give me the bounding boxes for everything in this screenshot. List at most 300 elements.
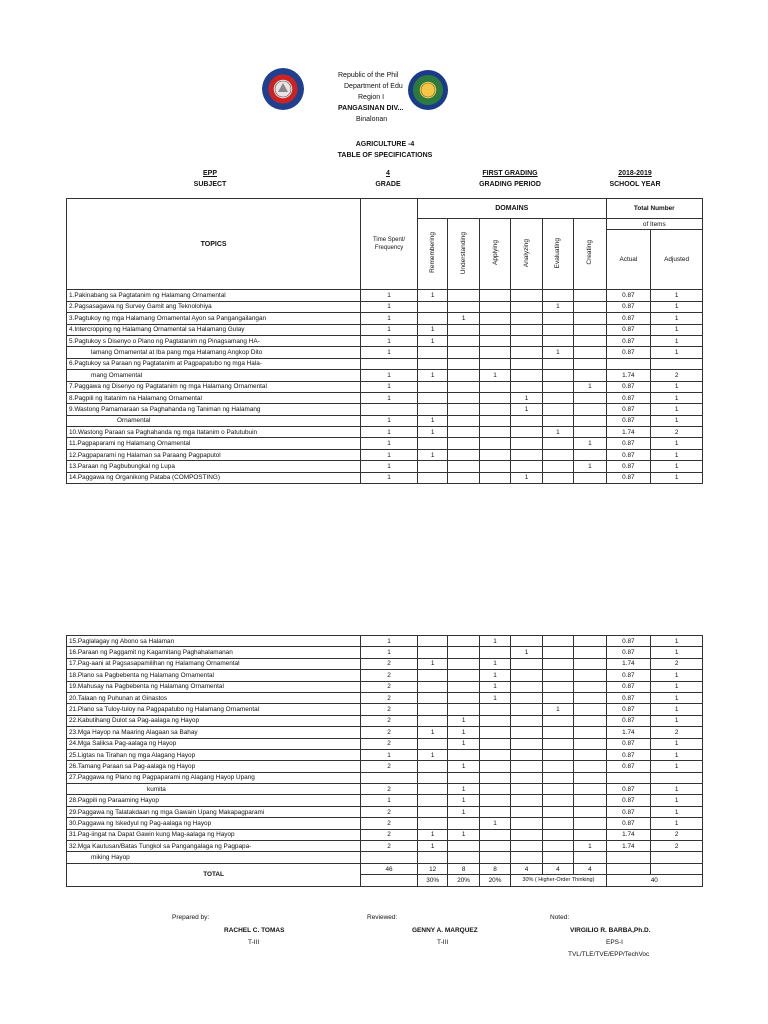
actual-cell: 0.87 (606, 784, 651, 795)
time-cell: 1 (361, 472, 418, 483)
actual-cell: 1.74 (606, 829, 651, 840)
table-row (67, 636, 703, 647)
evaluating-cell (542, 415, 573, 426)
time-cell: 2 (361, 761, 418, 772)
remembering-cell (417, 472, 447, 483)
analyzing-cell (511, 829, 542, 840)
deped-seal-emblem (262, 68, 304, 110)
remembering-cell (417, 647, 447, 658)
table-row (67, 324, 703, 335)
table-row (67, 472, 703, 483)
remembering-cell: 1 (417, 415, 447, 426)
applying-header (479, 219, 510, 290)
analyzing-cell (511, 415, 542, 426)
creating-cell (574, 749, 606, 760)
time-cell: 2 (361, 704, 418, 715)
evaluating-cell (542, 681, 573, 692)
applying-cell (479, 761, 510, 772)
time-cell (361, 852, 418, 863)
applying-cell (479, 795, 510, 806)
evaluating-cell (542, 670, 573, 681)
topic-cell: 11.Pagpaparami ng Halamang Ornamental (67, 438, 361, 449)
prepared-by-title: T-III (248, 939, 260, 946)
remembering-header (417, 219, 447, 290)
actual-cell: 0.87 (606, 647, 651, 658)
applying-cell (479, 404, 510, 415)
actual-cell: 0.87 (606, 335, 651, 346)
time-cell (361, 404, 418, 415)
analyzing-cell (511, 784, 542, 795)
topic-cell: 3.Pagtukoy ng mga Halamang Ornamental Ayon sa Pangangailangan (67, 313, 361, 324)
remembering-cell (417, 704, 447, 715)
understanding-cell: 1 (448, 738, 479, 749)
table-row (67, 658, 703, 669)
understanding-cell (448, 681, 479, 692)
pct-understanding: 20% (448, 875, 479, 886)
adjusted-cell: 1 (651, 818, 703, 829)
table-row (67, 370, 703, 381)
creating-cell (574, 715, 606, 726)
evaluating-cell (542, 404, 573, 415)
creating-cell (574, 472, 606, 483)
evaluating-cell (542, 852, 573, 863)
actual-cell: 1.74 (606, 841, 651, 852)
topic-cell: 20.Talaan ng Puhunan at Ginastos (67, 692, 361, 703)
actual-cell: 0.87 (606, 795, 651, 806)
noted-title-2: TVL/TLE/TVE/EPP/TechVoc (568, 951, 650, 958)
actual-cell: 0.87 (606, 290, 651, 301)
analyzing-cell (511, 438, 542, 449)
evaluating-cell (542, 715, 573, 726)
analyzing-cell (511, 841, 542, 852)
total-actual (606, 863, 651, 874)
creating-cell (574, 818, 606, 829)
evaluating-cell (542, 749, 573, 760)
applying-cell: 1 (479, 658, 510, 669)
actual-cell: 0.87 (606, 324, 651, 335)
creating-cell (574, 738, 606, 749)
total-evaluating: 4 (542, 863, 573, 874)
evaluating-cell (542, 761, 573, 772)
evaluating-cell (542, 381, 573, 392)
remembering-cell (417, 381, 447, 392)
table-row (67, 415, 703, 426)
topic-cell: 22.Kabutihang Dulot sa Pag-aalaga ng Hayop (67, 715, 361, 726)
analyzing-cell (511, 761, 542, 772)
pct-remembering: 30% (417, 875, 447, 886)
adjusted-cell: 1 (651, 749, 703, 760)
applying-cell (479, 449, 510, 460)
adjusted-cell: 1 (651, 670, 703, 681)
understanding-cell (448, 692, 479, 703)
applying-cell (479, 704, 510, 715)
topic-cell: 30.Paggawa ng Iskedyul ng Pag-aalaga ng Hayop (67, 818, 361, 829)
understanding-cell (448, 347, 479, 358)
table-row (67, 749, 703, 760)
adjusted-cell: 1 (651, 461, 703, 472)
understanding-cell: 1 (448, 829, 479, 840)
pct-applying: 20% (479, 875, 510, 886)
evaluating-cell (542, 829, 573, 840)
header-republic: Republic of the Phil (338, 72, 399, 79)
topic-cell: 29.Paggawa ng Talatakdaan ng mga Gawain Upang Makapagparami (67, 806, 361, 817)
evaluating-cell (542, 438, 573, 449)
applying-cell (479, 313, 510, 324)
understanding-cell (448, 461, 479, 472)
analyzing-cell: 1 (511, 404, 542, 415)
understanding-cell (448, 852, 479, 863)
header-district: Binalonan (356, 116, 388, 123)
time-cell: 2 (361, 658, 418, 669)
actual-cell: 0.87 (606, 806, 651, 817)
analyzing-cell: 1 (511, 392, 542, 403)
creating-cell (574, 427, 606, 438)
understanding-cell (448, 438, 479, 449)
adjusted-cell: 1 (651, 313, 703, 324)
topic-cell: 4.Intercropping ng Halamang Ornamental sa Halamang Gulay (67, 324, 361, 335)
topic-cell: mang Ornamental (67, 370, 361, 381)
time-cell: 1 (361, 313, 418, 324)
evaluating-cell (542, 795, 573, 806)
applying-cell (479, 324, 510, 335)
remembering-cell (417, 681, 447, 692)
applying-cell: 1 (479, 681, 510, 692)
adjusted-cell: 1 (651, 438, 703, 449)
creating-cell (574, 852, 606, 863)
actual-cell: 0.87 (606, 738, 651, 749)
adjusted-header: Adjusted (651, 230, 703, 290)
evaluating-cell: 1 (542, 347, 573, 358)
analyzing-cell: 1 (511, 647, 542, 658)
adjusted-cell (651, 358, 703, 369)
analyzing-cell (511, 313, 542, 324)
table-row (67, 806, 703, 817)
understanding-cell (448, 749, 479, 760)
subject-label: SUBJECT (193, 181, 227, 188)
adjusted-cell: 1 (651, 704, 703, 715)
understanding-label: Understanding (460, 231, 468, 274)
analyzing-cell (511, 370, 542, 381)
remembering-cell (417, 636, 447, 647)
total-time: 46 (361, 863, 418, 874)
creating-label: Creating (586, 240, 594, 265)
evaluating-cell (542, 358, 573, 369)
applying-cell (479, 427, 510, 438)
analyzing-cell (511, 347, 542, 358)
topic-cell: 26.Tamang Paraan sa Pag-aalaga ng Hayop (67, 761, 361, 772)
topic-cell: 1.Pakinabang sa Pagtatanim ng Halamang Ornamental (67, 290, 361, 301)
deped-seal (262, 68, 304, 110)
topic-cell: 2.Pagsasagawa ng Survey Gamit ang Teknolohiya (67, 301, 361, 312)
actual-cell: 0.87 (606, 381, 651, 392)
table-row (67, 761, 703, 772)
topic-cell: 17.Pag-aani at Pagsasapamilihan ng Halamang Ornamental (67, 658, 361, 669)
applying-cell (479, 301, 510, 312)
adjusted-cell: 1 (651, 806, 703, 817)
remembering-cell (417, 461, 447, 472)
remembering-cell: 1 (417, 829, 447, 840)
creating-cell (574, 670, 606, 681)
creating-cell (574, 392, 606, 403)
topic-cell: 8.Pagpili ng Itatanim na Halamang Ornamental (67, 392, 361, 403)
topic-cell: 24.Mga Saliksa Pag-aalaga ng Hayop (67, 738, 361, 749)
actual-cell (606, 852, 651, 863)
table-row (67, 427, 703, 438)
evaluating-cell (542, 636, 573, 647)
understanding-cell (448, 415, 479, 426)
adjusted-cell: 1 (651, 636, 703, 647)
grade-value: 4 (386, 170, 390, 177)
understanding-cell (448, 404, 479, 415)
header-division: PANGASINAN DIV... (338, 105, 404, 112)
applying-cell (479, 392, 510, 403)
evaluating-cell (542, 370, 573, 381)
total-remembering: 12 (417, 863, 447, 874)
adjusted-cell: 1 (651, 415, 703, 426)
topic-cell: 31.Pag-iingat na Dapat Gawin kung Mag-aalaga ng Hayop (67, 829, 361, 840)
topic-cell: 27.Paggawa ng Plano ng Pagpaparami ng Alagang Hayop Upang (67, 772, 361, 783)
creating-cell (574, 404, 606, 415)
topic-cell: 18.Plano sa Pagbebenta ng Halamang Ornamental (67, 670, 361, 681)
evaluating-cell (542, 313, 573, 324)
remembering-cell: 1 (417, 841, 447, 852)
understanding-cell (448, 772, 479, 783)
adjusted-cell: 1 (651, 738, 703, 749)
time-cell: 1 (361, 647, 418, 658)
topic-cell: 15.Paglalagay ng Abono sa Halaman (67, 636, 361, 647)
remembering-cell (417, 806, 447, 817)
actual-cell: 0.87 (606, 438, 651, 449)
adjusted-cell: 2 (651, 727, 703, 738)
topic-cell: 21.Plano sa Tuloy-tuloy na Pagpapatubo ng Halamang Ornamental (67, 704, 361, 715)
adjusted-cell: 2 (651, 658, 703, 669)
topic-cell: 10.Wastong Paraan sa Paghahanda ng mga Itatanim o Patutubuin (67, 427, 361, 438)
creating-cell (574, 681, 606, 692)
remembering-cell (417, 301, 447, 312)
actual-cell: 0.87 (606, 347, 651, 358)
topic-cell: 5.Pagtukoy s Disenyo o Plano ng Pagtatanim ng Pinagsamang HA- (67, 335, 361, 346)
total-number-header: Total Number (606, 199, 702, 219)
creating-cell (574, 761, 606, 772)
understanding-cell: 1 (448, 313, 479, 324)
understanding-cell (448, 704, 479, 715)
creating-cell (574, 449, 606, 460)
remembering-cell: 1 (417, 449, 447, 460)
actual-cell: 0.87 (606, 715, 651, 726)
adjusted-cell: 2 (651, 370, 703, 381)
time-cell: 1 (361, 381, 418, 392)
evaluating-cell (542, 472, 573, 483)
adjusted-cell: 2 (651, 829, 703, 840)
topic-cell: 6.Pagtukoy sa Paraan ng Pagtatanim at Pagpapatubo ng mga Hala- (67, 358, 361, 369)
time-cell: 2 (361, 727, 418, 738)
topic-cell: kumita (67, 784, 361, 795)
actual-cell: 0.87 (606, 681, 651, 692)
domains-header: DOMAINS (417, 199, 606, 219)
actual-header: Actual (606, 230, 651, 290)
frequency-label: Frequency (374, 245, 404, 252)
remembering-cell: 1 (417, 749, 447, 760)
applying-cell: 1 (479, 818, 510, 829)
actual-cell: 0.87 (606, 404, 651, 415)
remembering-cell (417, 818, 447, 829)
analyzing-cell (511, 818, 542, 829)
applying-cell (479, 852, 510, 863)
adjusted-cell: 1 (651, 381, 703, 392)
analyzing-cell (511, 449, 542, 460)
time-cell: 1 (361, 290, 418, 301)
header-deped: Department of Edu (344, 83, 403, 90)
applying-cell (479, 647, 510, 658)
creating-cell (574, 347, 606, 358)
time-cell: 2 (361, 784, 418, 795)
total-time-blank (361, 875, 418, 886)
creating-cell (574, 415, 606, 426)
analyzing-cell (511, 381, 542, 392)
actual-cell (606, 358, 651, 369)
analyzing-header (511, 219, 542, 290)
topic-cell: 19.Mahusay na Pagbebenta ng Halamang Ornamental (67, 681, 361, 692)
time-cell: 1 (361, 749, 418, 760)
evaluating-cell (542, 658, 573, 669)
time-cell: 1 (361, 370, 418, 381)
actual-cell: 0.87 (606, 670, 651, 681)
remembering-cell (417, 670, 447, 681)
remembering-cell: 1 (417, 290, 447, 301)
actual-cell: 0.87 (606, 749, 651, 760)
time-cell: 1 (361, 347, 418, 358)
noted-name: VIRGILIO R. BARBA,Ph.D. (570, 927, 651, 934)
adjusted-cell: 1 (651, 290, 703, 301)
topic-cell: 23.Mga Hayop na Maaring Alagaan sa Bahay (67, 727, 361, 738)
analyzing-cell (511, 301, 542, 312)
time-cell (361, 772, 418, 783)
adjusted-cell: 2 (651, 427, 703, 438)
remembering-cell (417, 358, 447, 369)
table-row (67, 727, 703, 738)
school-year-label: SCHOOL YEAR (609, 181, 661, 188)
understanding-cell (448, 670, 479, 681)
reviewed-title: T-III (437, 939, 449, 946)
adjusted-cell: 1 (651, 681, 703, 692)
time-cell: 1 (361, 335, 418, 346)
understanding-cell (448, 647, 479, 658)
grading-period-label: GRADING PERIOD (479, 181, 541, 188)
creating-cell: 1 (574, 381, 606, 392)
total-adjusted (651, 863, 703, 874)
remembering-cell: 1 (417, 370, 447, 381)
topic-cell: 7.Paggawa ng Disenyo ng Pagtatanim ng mga Halamang Ornamental (67, 381, 361, 392)
analyzing-cell (511, 795, 542, 806)
table-row (67, 692, 703, 703)
creating-cell: 1 (574, 438, 606, 449)
time-cell (361, 358, 418, 369)
analyzing-cell (511, 670, 542, 681)
table-row (67, 392, 703, 403)
evaluating-cell: 1 (542, 704, 573, 715)
creating-cell (574, 692, 606, 703)
topic-cell: 25.Ligtas na Tirahan ng mga Alagang Hayop (67, 749, 361, 760)
topic-cell: miking Hayop (67, 852, 361, 863)
creating-header (574, 219, 606, 290)
applying-cell (479, 472, 510, 483)
understanding-cell (448, 449, 479, 460)
adjusted-cell: 1 (651, 449, 703, 460)
creating-cell (574, 290, 606, 301)
table-row (67, 290, 703, 301)
table-row (67, 438, 703, 449)
table-row (67, 795, 703, 806)
table-row (67, 704, 703, 715)
subject-value: EPP (202, 170, 217, 177)
adjusted-cell: 1 (651, 761, 703, 772)
adjusted-cell: 1 (651, 392, 703, 403)
analyzing-cell (511, 290, 542, 301)
remembering-cell (417, 852, 447, 863)
actual-cell: 0.87 (606, 461, 651, 472)
analyzing-cell (511, 704, 542, 715)
applying-cell (479, 749, 510, 760)
applying-cell (479, 727, 510, 738)
understanding-cell: 1 (448, 761, 479, 772)
adjusted-cell: 1 (651, 335, 703, 346)
applying-cell (479, 438, 510, 449)
topic-cell: lamang Ornamental at Iba pang mga Halamang Angkop Dito (67, 347, 361, 358)
topics-header: TOPICS (67, 199, 361, 290)
topic-cell: 12.Pagpaparami ng Halaman sa Paraang Pagpaputol (67, 449, 361, 460)
understanding-cell: 1 (448, 806, 479, 817)
analyzing-cell (511, 772, 542, 783)
creating-cell (574, 795, 606, 806)
applying-cell (479, 806, 510, 817)
topic-cell: Ornamental (67, 415, 361, 426)
table-row (67, 852, 703, 863)
noted-title: EPS-I (606, 939, 623, 946)
creating-cell (574, 636, 606, 647)
applying-cell: 1 (479, 370, 510, 381)
table-row (67, 670, 703, 681)
time-cell: 2 (361, 670, 418, 681)
actual-cell: 0.87 (606, 636, 651, 647)
table-row (67, 358, 703, 369)
understanding-cell (448, 335, 479, 346)
reviewed-name: GENNY A. MARQUEZ (412, 927, 478, 934)
understanding-cell (448, 392, 479, 403)
total-analyzing: 4 (511, 863, 542, 874)
adjusted-cell: 2 (651, 841, 703, 852)
applying-cell (479, 461, 510, 472)
applying-cell (479, 772, 510, 783)
understanding-cell (448, 301, 479, 312)
creating-cell (574, 727, 606, 738)
understanding-cell (448, 358, 479, 369)
adjusted-cell: 1 (651, 715, 703, 726)
understanding-cell (448, 658, 479, 669)
evaluating-cell (542, 324, 573, 335)
table-row (67, 313, 703, 324)
adjusted-cell: 1 (651, 692, 703, 703)
actual-cell: 1.74 (606, 658, 651, 669)
adjusted-cell: 1 (651, 301, 703, 312)
evaluating-cell (542, 335, 573, 346)
noted-label: Noted: (550, 914, 570, 921)
applying-cell: 1 (479, 670, 510, 681)
remembering-cell (417, 761, 447, 772)
evaluating-cell (542, 772, 573, 783)
table-row (67, 335, 703, 346)
applying-cell (479, 738, 510, 749)
time-cell: 1 (361, 301, 418, 312)
